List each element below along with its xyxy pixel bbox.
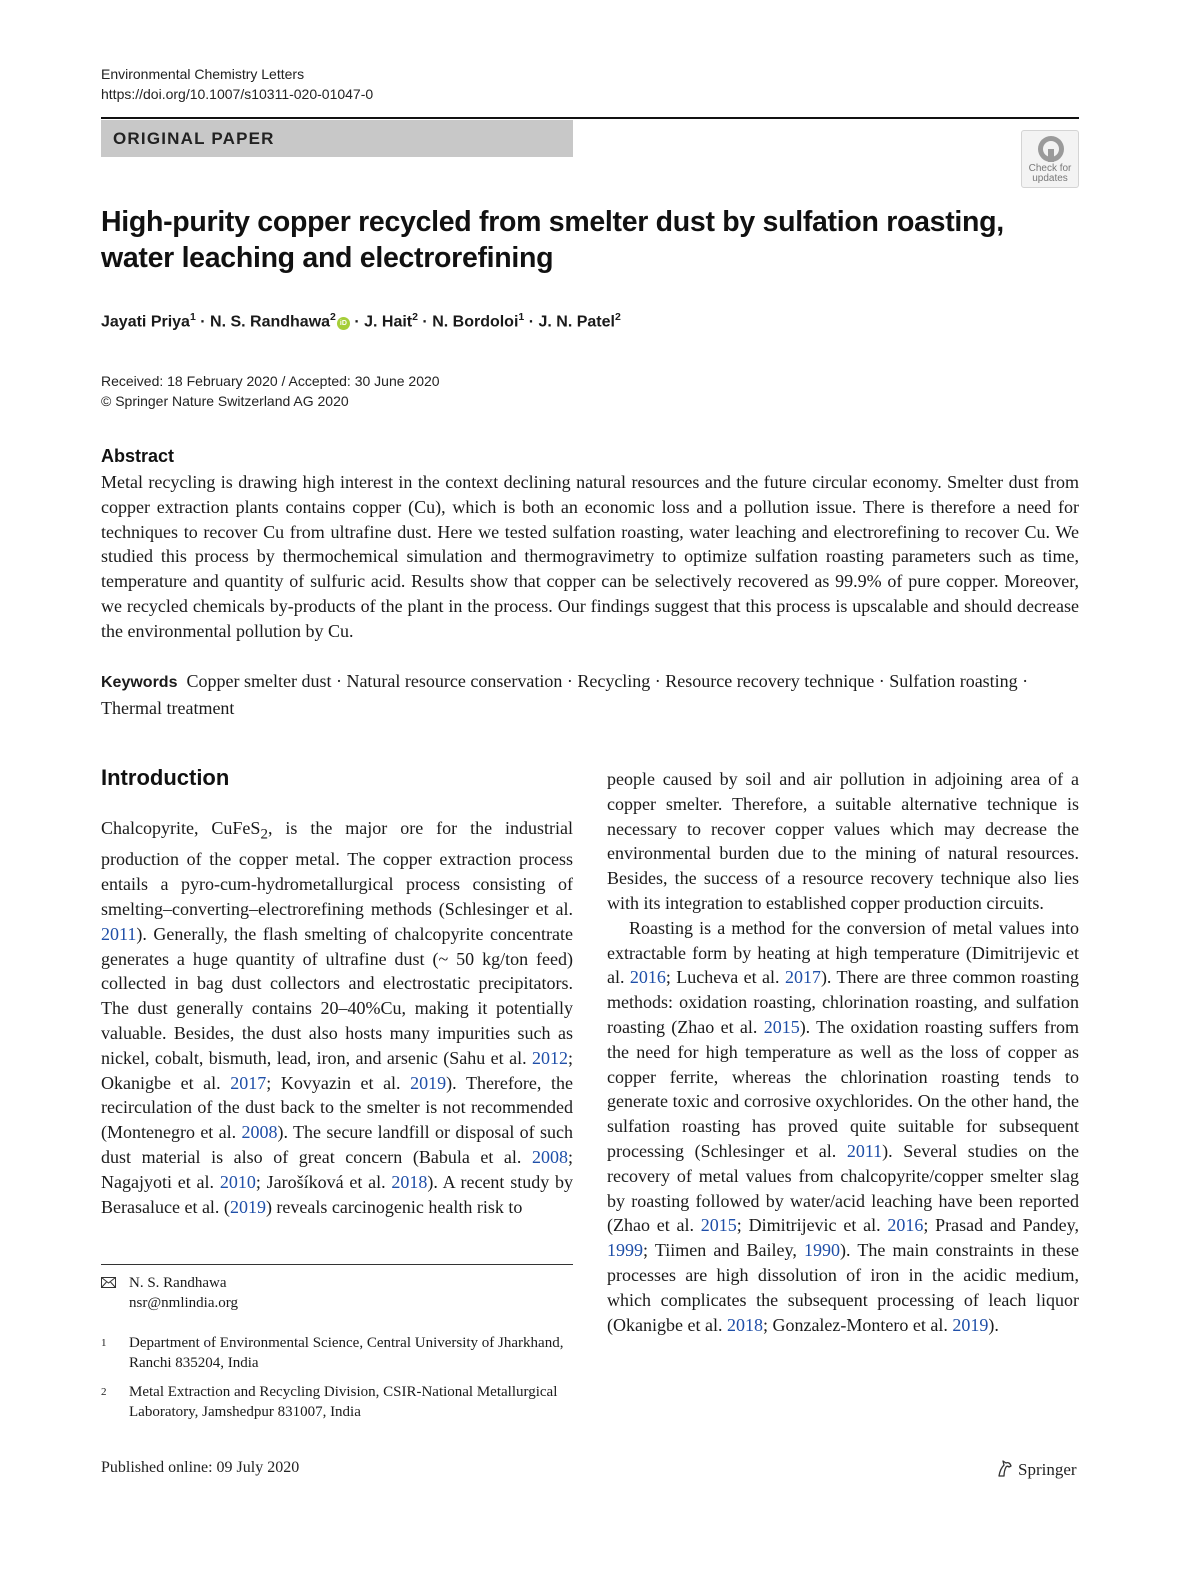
right-column — [607, 767, 1079, 1337]
springer-horse-icon — [995, 1458, 1015, 1478]
author-affiliation-mark: 1 — [189, 311, 196, 323]
text-run: ). Generally, the flash smelting of chalcopyrite concentrate generates a huge quantity of ultrafine dust (~ 50 kg/ton feed) collected in bag dust collectors and electrostatic precipitators. The dust generally contains 20–40%Cu, making it potentially valuable. Besides, the dust also hosts many impurities such as nickel, cobalt, bismuth, lead, iron, and arsenic (Sahu et al. — [101, 923, 573, 1068]
intro-paragraph-1 — [101, 816, 573, 1219]
journal-name: Environmental Chemistry Letters — [101, 66, 305, 82]
text-run: ). The oxidation roasting suffers from the need for high temperature as well as the loss of copper as copper ferrite, whereas the chlorination roasting tends to generate toxic and corrosive oxychlorides. On the other hand, the sulfation roasting has proved quite suitable for subsequent processing (Schlesinger et al. — [607, 1016, 1080, 1161]
citation-link[interactable]: 1990 — [804, 1240, 841, 1261]
article-type-label: ORIGINAL PAPER — [113, 129, 275, 148]
left-column — [101, 816, 573, 1219]
subscript: 2 — [260, 826, 268, 843]
keywords-label: Keywords — [101, 674, 178, 691]
author-name[interactable]: J. Hait — [364, 313, 413, 331]
article-type-bar — [101, 120, 573, 157]
text-run: people caused by soil and air pollution in adjoining area of a copper smelter. Therefore, a suitable alternative technique is necessary to recover copper values which may decrease the environmental burden due to the mining of natural resources. Besides, the success of a resource recovery technique also lies with its integration to established copper production circuits. — [607, 769, 1079, 913]
affiliation-1-mark: 1 — [101, 1337, 107, 1349]
orcid-icon[interactable]: iD — [337, 317, 350, 330]
citation-link[interactable]: 2019 — [952, 1314, 989, 1335]
affiliation-1 — [101, 1333, 573, 1373]
citation-link[interactable]: 2015 — [700, 1215, 737, 1236]
introduction-heading: Introduction — [101, 765, 230, 790]
text-run: ; Jarošíková et al. — [255, 1171, 392, 1192]
affiliation-2-mark: 2 — [101, 1386, 107, 1398]
text-run: ). The secure landfill or disposal of such dust material is also of great concern (Babula et al. — [101, 1122, 574, 1167]
citation-link[interactable]: 2019 — [410, 1072, 447, 1093]
author-name[interactable]: N. Bordoloi — [432, 313, 519, 331]
author-name[interactable]: J. N. Patel — [538, 313, 615, 331]
citation-link[interactable]: 2016 — [887, 1215, 924, 1236]
text-run: ). The main constraints in these processes are high dissolution of iron in the acidic medium, which complicates the subsequent processing of leach liquor (Okanigbe et al. — [607, 1240, 1079, 1335]
citation-link[interactable]: 2018 — [726, 1314, 763, 1335]
author-separator: · — [349, 313, 365, 331]
copyright: © Springer Nature Switzerland AG 2020 — [101, 393, 349, 409]
author-separator: · — [524, 313, 539, 331]
keywords-text: Copper smelter dust · Natural resource conservation · Recycling · Resource recovery technique · Sulfation roasting · Thermal treatment — [101, 671, 1029, 718]
citation-link[interactable]: 2019 — [229, 1196, 266, 1217]
contact-name: N. S. Randhawa — [129, 1275, 227, 1291]
author-separator: · — [417, 313, 433, 331]
citation-link[interactable]: 2018 — [391, 1171, 428, 1192]
envelope-icon — [101, 1277, 116, 1288]
crossmark-label: Check for updates — [1028, 163, 1072, 184]
abstract-text: Metal recycling is drawing high interest in the context declining natural resources and the future circular economy. Smelter dust from copper extraction plants contains copper (Cu), which is both an economic loss and a pollution issue. There is therefore a need for techniques to recover Cu from ultrafine dust. Here we tested sulfation roasting, water leaching and electrorefining to recover Cu. We studied this process by thermochemical simulation and thermogravimetry to optimize sulfation roasting parameters such as time, temperature and quantity of sulfuric acid. Results show that copper can be selectively recovered as 99.9% of pure copper. Moreover, we recycled chemicals by-products of the plant in the process. Our findings suggest that this process is upscalable and should decrease the environmental pollution by Cu. — [101, 472, 1079, 641]
text-run: ) reveals carcinogenic health risk to — [265, 1196, 523, 1217]
text-run: ; Nagajyoti et al. — [101, 1146, 573, 1192]
text-run: ; Okanigbe et al. — [101, 1047, 573, 1093]
text-run: ). There are three common roasting methods: oxidation roasting, chlorination roasting, and sulfation roasting (Zhao et al. — [607, 967, 1079, 1037]
publisher-name: Springer — [1018, 1460, 1077, 1479]
text-run: ). — [988, 1314, 999, 1335]
text-run: ). Several studies on the recovery of metal values from chalcopyrite/copper smelter slag by roasting followed by water/acid leaching have been reported (Zhao et al. — [607, 1140, 1079, 1236]
author-name[interactable]: Jayati Priya — [101, 313, 190, 331]
text-run: ; Dimitrijevic et al. — [736, 1215, 888, 1236]
text-run: ). A recent study by Berasaluce et al. ( — [101, 1171, 574, 1217]
citation-link[interactable]: 2011 — [101, 923, 137, 944]
corresponding-author — [101, 1273, 573, 1313]
citation-link[interactable]: 2017 — [784, 967, 821, 988]
author-separator: · — [195, 313, 211, 331]
text-run: ; Lucheva et al. — [665, 967, 785, 988]
author-affiliation-mark: 2 — [614, 311, 621, 323]
header-rule — [101, 117, 1079, 119]
author-affiliation-mark: 2 — [412, 311, 418, 323]
author-name[interactable]: N. S. Randhawa — [210, 313, 331, 331]
publisher-logo — [995, 1458, 1077, 1480]
footnote-rule — [101, 1264, 573, 1265]
journal-header — [101, 64, 373, 104]
citation-link[interactable]: 2017 — [230, 1072, 267, 1093]
citation-link[interactable]: 2012 — [531, 1047, 568, 1068]
affiliation-2-text: Metal Extraction and Recycling Division, CSIR-National Metallurgical Laboratory, Jamshedpur 831007, India — [129, 1384, 558, 1420]
article-dates — [101, 371, 440, 411]
abstract-heading: Abstract — [101, 446, 175, 466]
text-run: , is the major ore for the industrial production of the copper metal. The copper extraction process entails a pyro-cum-hydrometallurgical process consisting of smelting–converting–electrorefining methods (Schlesinger et al. — [101, 818, 573, 919]
citation-link[interactable]: 1999 — [607, 1240, 643, 1261]
crossmark-icon — [1037, 135, 1065, 163]
paper-title: High-purity copper recycled from smelter dust by sulfation roasting, water leaching and electrorefining — [101, 206, 1004, 274]
text-run: ; Tiimen and Bailey, — [643, 1240, 805, 1261]
text-run: ). Therefore, the recirculation of the dust back to the smelter is not recommended (Montenegro et al. — [101, 1072, 573, 1143]
author-affiliation-mark: 1 — [518, 311, 525, 323]
text-run: ; Prasad and Pandey, — [923, 1215, 1079, 1236]
keywords — [101, 669, 1079, 721]
text-run: ; Gonzalez-Montero et al. — [762, 1314, 953, 1335]
text-run: ; Kovyazin et al. — [266, 1072, 411, 1093]
doi-link[interactable]: https://doi.org/10.1007/s10311-020-01047-0 — [101, 86, 374, 102]
citation-link[interactable]: 2016 — [629, 967, 666, 988]
intro-paragraph-3 — [607, 916, 1079, 1338]
author-list — [101, 311, 1081, 331]
text-run: Chalcopyrite, CuFeS — [101, 818, 261, 838]
affiliation-1-text: Department of Environmental Science, Central University of Jharkhand, Ranchi 835204, India — [129, 1335, 564, 1371]
citation-link[interactable]: 2011 — [846, 1140, 883, 1161]
citation-link[interactable]: 2015 — [763, 1016, 800, 1037]
affiliation-2 — [101, 1382, 573, 1422]
contact-email[interactable]: nsr@nmlindia.org — [129, 1295, 238, 1311]
intro-paragraph-2 — [607, 767, 1079, 916]
received-accepted: Received: 18 February 2020 / Accepted: 30 June 2020 — [101, 373, 440, 389]
text-run: Roasting is a method for the conversion of metal values into extractable form by heating at high temperature (Dimitrijevic et al. — [607, 917, 1079, 988]
author-affiliation-mark: 2 — [330, 311, 336, 323]
check-for-updates-badge[interactable] — [1021, 130, 1079, 188]
citation-link[interactable]: 2008 — [241, 1122, 278, 1143]
citation-link[interactable]: 2010 — [219, 1171, 256, 1192]
citation-link[interactable]: 2008 — [531, 1146, 568, 1167]
published-online: Published online: 09 July 2020 — [101, 1459, 300, 1476]
